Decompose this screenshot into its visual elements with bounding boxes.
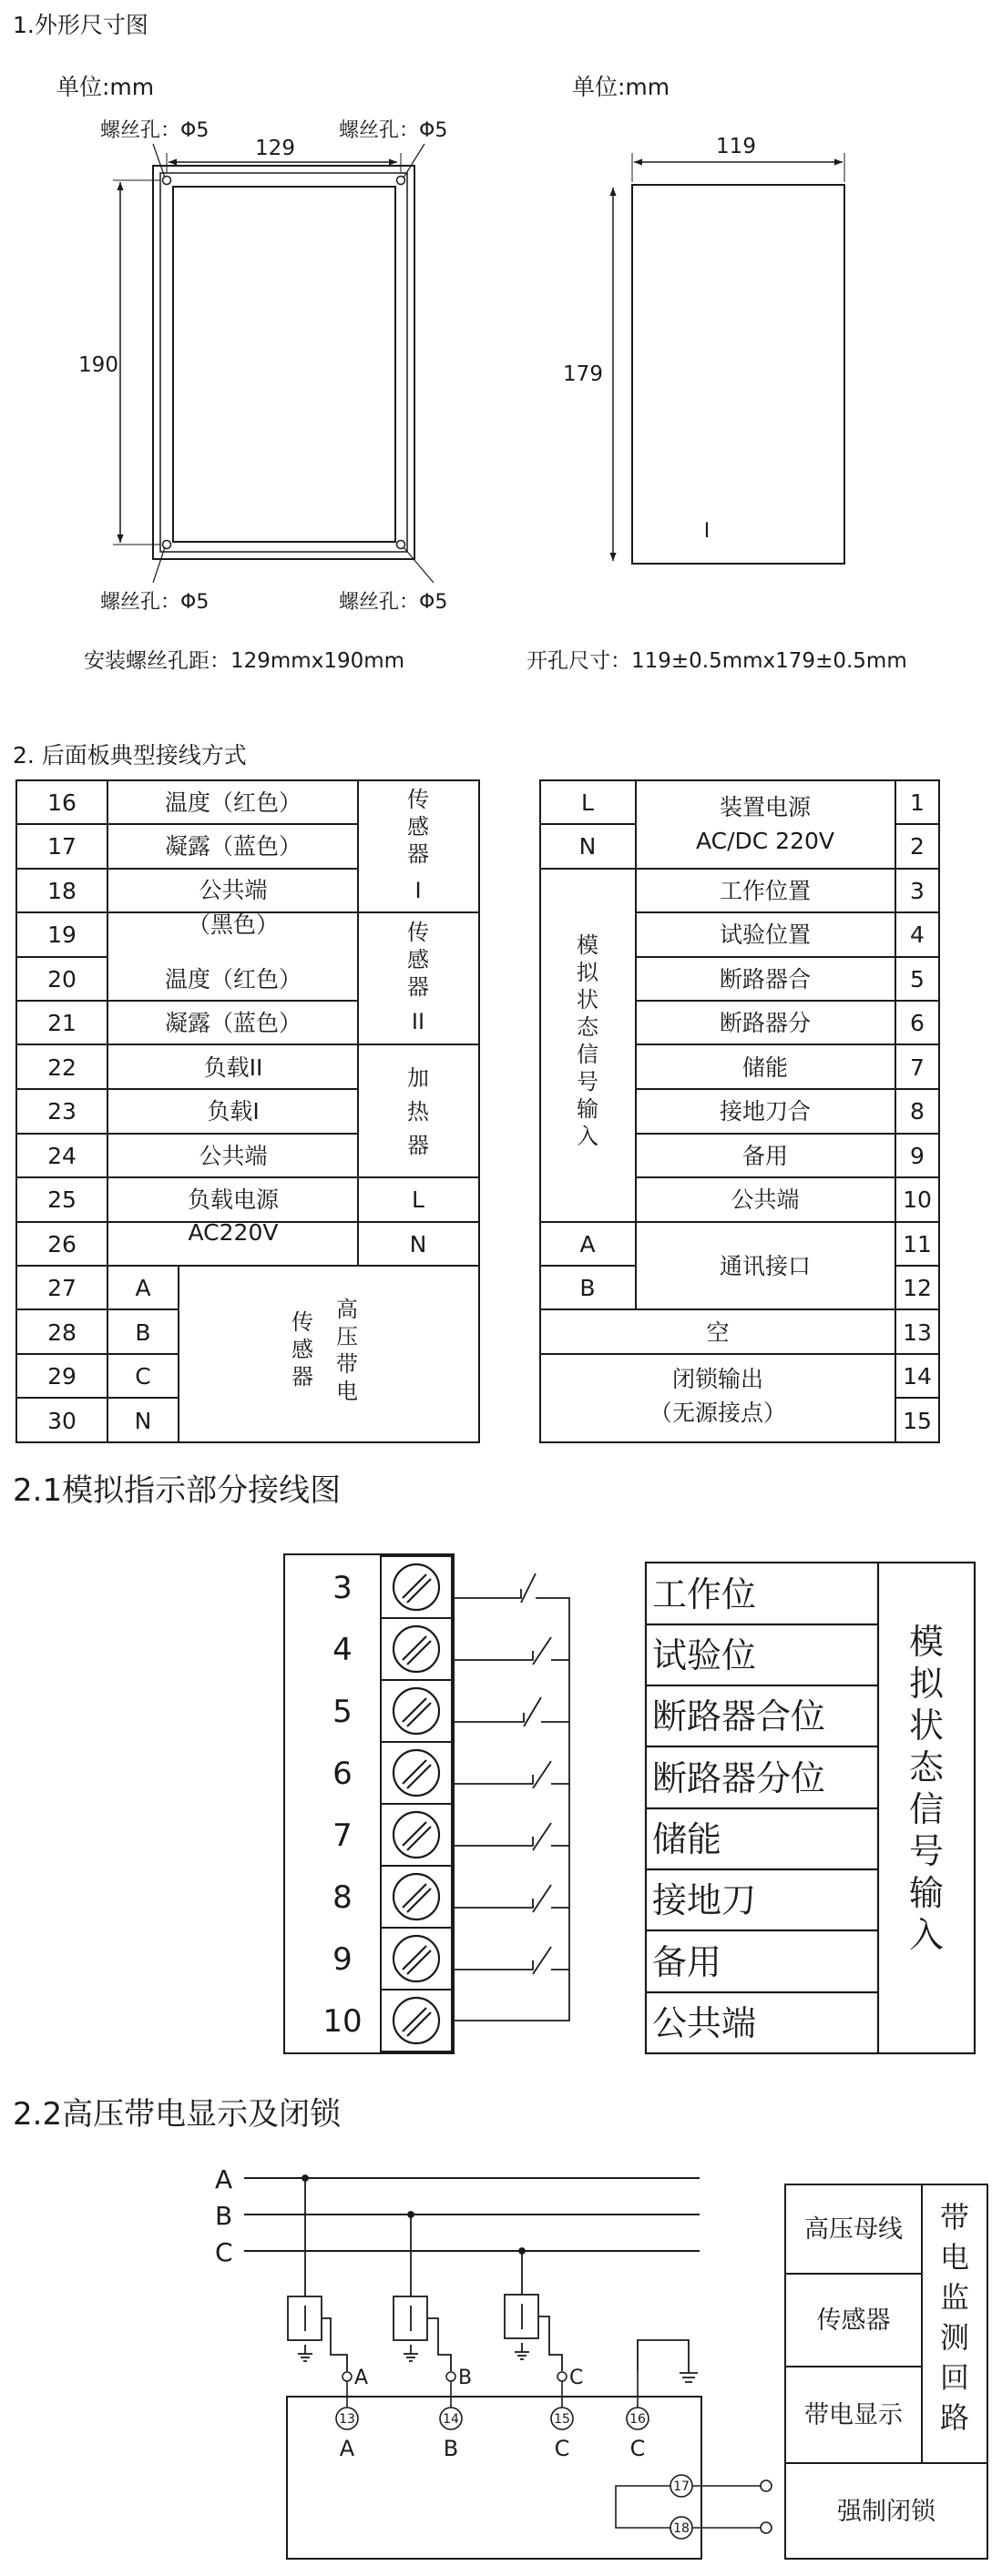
lock-terminal-number: 17 xyxy=(673,2479,690,2494)
signal-load-ii: 负载II xyxy=(203,1054,263,1081)
analog-wiring-heading: 2.1模拟指示部分接线图 xyxy=(13,1472,342,1509)
hv-live-char: 带 xyxy=(336,1351,358,1377)
bus-label: B xyxy=(215,2201,233,2231)
signal-phase-b: B xyxy=(135,1319,151,1346)
terminal-screw-icon xyxy=(394,1626,439,1672)
analog-wiring-section xyxy=(13,1472,975,2053)
analog-group-char: 态 xyxy=(908,1747,945,1787)
hv-live-char: 压 xyxy=(336,1324,358,1349)
analog-terminal-number: 8 xyxy=(332,1879,353,1916)
signal-load-power-voltage: AC220V xyxy=(188,1219,279,1246)
tap-label: C xyxy=(569,2367,584,2389)
analog-label: 公共端 xyxy=(652,2003,757,2043)
loop-char: 监 xyxy=(939,2280,970,2315)
right-terminal-number: 8 xyxy=(910,1098,925,1125)
left-terminal-number: 21 xyxy=(47,1010,77,1036)
loop-char: 带 xyxy=(939,2200,970,2235)
signal-comm-port: 通讯接口 xyxy=(719,1253,812,1279)
hv-sensor-char: 器 xyxy=(291,1364,313,1390)
hv-live-char: 高 xyxy=(336,1297,358,1322)
right-terminal-number: 13 xyxy=(903,1319,932,1346)
left-terminal-number: 27 xyxy=(47,1275,77,1301)
unit-right: 单位:mm xyxy=(572,74,670,100)
sensor-b xyxy=(394,2212,451,2371)
switch-spare xyxy=(452,1947,569,1974)
analog-char: 态 xyxy=(577,1014,598,1040)
loop-char: 测 xyxy=(939,2320,970,2355)
analog-label: 试验位 xyxy=(652,1635,757,1675)
analog-label: 接地刀 xyxy=(652,1880,757,1920)
analog-group-char: 拟 xyxy=(908,1664,945,1704)
mark-a: A xyxy=(579,1231,596,1257)
analog-char: 输 xyxy=(577,1096,598,1122)
group-sensor-i-char: 传 xyxy=(407,787,429,812)
terminal-screw-icon xyxy=(394,1688,439,1734)
signal-lock-output: 闭锁输出 xyxy=(671,1366,764,1392)
cutout-mark: I xyxy=(703,520,711,543)
sensor-c xyxy=(505,2248,562,2371)
group-sensor-i-char: 感 xyxy=(407,814,429,840)
switch-network xyxy=(452,1573,569,2021)
analog-label: 断路器合位 xyxy=(652,1696,826,1736)
bus-labels xyxy=(215,2164,233,2267)
signal-test-position: 试验位置 xyxy=(719,921,812,948)
right-terminal-number: 10 xyxy=(903,1186,932,1213)
hv-live-char: 电 xyxy=(336,1379,358,1404)
terminal-phase-label: C xyxy=(629,2436,646,2461)
tap-label: B xyxy=(458,2367,473,2389)
hv-terminal-number: 14 xyxy=(443,2412,459,2427)
mark-n: N xyxy=(578,833,597,860)
analog-char: 拟 xyxy=(577,960,598,985)
switch-breaker-open xyxy=(452,1761,569,1788)
group-heater-char: 热 xyxy=(407,1099,429,1125)
lock-terminal-number: 18 xyxy=(673,2521,690,2536)
analog-terminal-number: 3 xyxy=(332,1570,353,1606)
unit-left: 单位:mm xyxy=(56,74,155,100)
signal-temp-red-2: 温度（红色） xyxy=(164,966,302,993)
terminal-16-ground-wire xyxy=(638,2340,698,2382)
analog-char: 入 xyxy=(577,1124,598,1149)
sensors xyxy=(288,2175,698,2382)
mounting-outline-drawing xyxy=(78,119,447,673)
hv-terminal-number: 13 xyxy=(339,2412,355,2427)
analog-group-char: 入 xyxy=(908,1915,945,1955)
analog-label: 备用 xyxy=(652,1942,722,1982)
right-terminal-numbers xyxy=(903,789,932,1434)
switch-energy-storage xyxy=(452,1823,569,1850)
signal-spare: 备用 xyxy=(741,1143,789,1169)
left-terminal-number: 29 xyxy=(47,1363,77,1390)
rear-panel-section xyxy=(13,742,939,1442)
analog-terminal-number: 6 xyxy=(332,1756,353,1792)
signal-load-power: 负载电源 xyxy=(187,1186,280,1213)
right-terminal-number: 12 xyxy=(903,1275,932,1301)
signal-temp-red-1: 温度（红色） xyxy=(164,789,302,816)
analog-label: 断路器分位 xyxy=(652,1758,826,1798)
screw-label-bottom-right: 螺丝孔：Φ5 xyxy=(339,591,448,614)
tap-labels xyxy=(343,2367,583,2389)
analog-group-char: 号 xyxy=(908,1831,945,1871)
sensor-label: 传感器 xyxy=(816,2306,891,2335)
analog-terminal-number: 9 xyxy=(332,1941,353,1978)
left-terminal-number: 18 xyxy=(47,878,77,904)
terminal-screw-icon xyxy=(394,1750,439,1796)
signal-common-end-2: 公共端 xyxy=(199,1143,268,1169)
signal-breaker-close: 断路器合 xyxy=(719,966,812,993)
signal-empty: 空 xyxy=(706,1319,730,1346)
hv-sensor-char: 传 xyxy=(291,1309,313,1335)
signal-energy-storage: 储能 xyxy=(741,1054,789,1081)
screw-label-bottom-left: 螺丝孔：Φ5 xyxy=(100,591,210,614)
bus-lines xyxy=(244,2178,700,2251)
panel-inner-frame xyxy=(173,187,395,542)
mount-caption: 安装螺丝孔距：129mmx190mm xyxy=(84,649,405,673)
analog-group-char: 输 xyxy=(908,1873,945,1913)
right-terminal-number: 3 xyxy=(910,878,925,904)
signal-lock-output-type: （无源接点） xyxy=(649,1400,787,1426)
signal-device-power: 装置电源 xyxy=(719,794,812,820)
hv-table-labels xyxy=(804,2215,936,2526)
signal-load-i: 负载I xyxy=(207,1098,260,1125)
outline-section xyxy=(13,12,907,673)
group-sensor-ii-char: 器 xyxy=(407,974,429,1000)
group-l: L xyxy=(412,1186,424,1213)
signal-phase-n: N xyxy=(134,1408,152,1434)
loop-char: 电 xyxy=(939,2240,970,2275)
left-terminal-numbers xyxy=(47,789,77,1434)
terminal-phase-labels xyxy=(340,2436,646,2461)
mark-b: B xyxy=(579,1275,596,1301)
group-sensor-i-char: I xyxy=(414,878,422,903)
right-terminal-number: 4 xyxy=(910,921,925,948)
analog-char: 号 xyxy=(577,1069,598,1095)
right-terminal-number: 11 xyxy=(903,1231,932,1257)
terminal-phase-label: A xyxy=(339,2436,355,2461)
screw-hole-top-left xyxy=(163,177,171,185)
terminal-screw-icon xyxy=(394,1998,439,2043)
leader-bottom-right xyxy=(404,547,434,583)
forced-lock-label: 强制闭锁 xyxy=(837,2498,936,2526)
left-terminal-number: 16 xyxy=(47,789,77,816)
switch-earth-knife xyxy=(452,1885,569,1912)
group-sensor-ii-char: 感 xyxy=(407,947,429,972)
left-terminal-number: 26 xyxy=(47,1231,77,1257)
screw-label-top-left: 螺丝孔：Φ5 xyxy=(100,119,210,142)
terminal-screw-icon xyxy=(394,1936,439,1981)
left-terminal-number: 22 xyxy=(47,1054,77,1081)
terminal-screw-icon xyxy=(394,1812,439,1858)
signal-phase-c: C xyxy=(135,1363,151,1390)
right-terminal-number: 2 xyxy=(910,833,925,860)
sensor-a xyxy=(288,2175,347,2371)
left-terminal-number: 17 xyxy=(47,833,77,860)
signal-phase-a: A xyxy=(135,1275,151,1301)
terminal-phase-label: C xyxy=(554,2436,570,2461)
loop-char: 回 xyxy=(939,2360,970,2395)
group-n: N xyxy=(409,1231,427,1257)
right-terminal-number: 9 xyxy=(910,1143,925,1169)
hv-bus-label: 高压母线 xyxy=(804,2215,903,2244)
analog-group-char: 信 xyxy=(908,1789,945,1829)
analog-group-label xyxy=(577,932,599,1149)
left-terminal-number: 24 xyxy=(47,1143,77,1169)
signal-earth-knife-close: 接地刀合 xyxy=(719,1098,812,1125)
hv-display-section xyxy=(13,2096,987,2559)
analog-char: 模 xyxy=(577,932,598,958)
terminal-strip-dividers xyxy=(381,1618,452,1990)
analog-group-char: 状 xyxy=(908,1705,945,1746)
right-terminal-number: 6 xyxy=(910,1010,925,1036)
right-terminal-number: 15 xyxy=(903,1408,932,1434)
width-outer-value: 129 xyxy=(255,137,295,160)
signal-device-power-voltage: AC/DC 220V xyxy=(695,828,835,854)
left-terminal-number: 23 xyxy=(47,1098,77,1125)
leader-top-left xyxy=(153,144,165,178)
terminal-screw-icon xyxy=(394,1564,439,1610)
tap-label: A xyxy=(354,2367,369,2389)
switch-test-position xyxy=(452,1637,569,1665)
height-outer-value: 190 xyxy=(78,353,118,377)
left-terminal-number: 19 xyxy=(47,921,77,948)
panel-mid-frame xyxy=(160,173,407,552)
loop-chars xyxy=(940,2200,969,2435)
right-terminal-number: 14 xyxy=(903,1363,932,1390)
signal-breaker-open: 断路器分 xyxy=(719,1010,812,1036)
bus-label: A xyxy=(215,2164,233,2194)
cutout-drawing xyxy=(527,135,907,673)
left-terminal-number: 20 xyxy=(47,966,77,993)
terminal-numbers-hv xyxy=(339,2412,690,2536)
left-terminal-number: 28 xyxy=(47,1319,77,1346)
analog-label: 工作位 xyxy=(652,1574,757,1614)
terminal-phase-label: B xyxy=(443,2436,459,2461)
left-signal-names xyxy=(135,789,302,1434)
live-display-label: 带电显示 xyxy=(804,2401,903,2429)
signal-common-end: 公共端 xyxy=(731,1186,800,1213)
group-sensor-ii-char: 传 xyxy=(407,920,429,945)
signal-work-position: 工作位置 xyxy=(719,878,812,904)
analog-terminal-number: 10 xyxy=(322,2003,363,2040)
switch-work-position xyxy=(452,1573,569,2021)
signal-common-end: 公共端 xyxy=(199,877,268,903)
analog-char: 信 xyxy=(577,1042,598,1067)
analog-terminal-number: 4 xyxy=(332,1632,353,1668)
leader-bottom-left xyxy=(153,547,165,583)
group-sensor-i-char: 器 xyxy=(407,841,429,867)
cutout-width-value: 119 xyxy=(716,135,756,158)
right-terminal-number: 5 xyxy=(910,966,925,993)
hv-sensor-char: 感 xyxy=(291,1337,313,1362)
signal-dew-blue-2: 凝露（蓝色） xyxy=(164,1010,302,1036)
screw-hole-bottom-left xyxy=(163,541,171,549)
analog-terminal-numbers xyxy=(322,1570,362,2040)
screw-label-top-right: 螺丝孔：Φ5 xyxy=(339,119,448,142)
cutout-caption: 开孔尺寸：119±0.5mmx179±0.5mm xyxy=(527,649,907,673)
loop-char: 路 xyxy=(939,2400,970,2435)
right-signal-names xyxy=(649,794,834,1426)
analog-char: 状 xyxy=(577,987,598,1013)
analog-terminal-number: 7 xyxy=(332,1817,353,1854)
left-group-labels xyxy=(291,787,430,1404)
hv-terminal-number: 15 xyxy=(554,2412,570,2427)
right-terminal-number: 1 xyxy=(910,789,925,816)
cutout-height-value: 179 xyxy=(563,362,603,386)
left-terminal-number: 30 xyxy=(47,1408,77,1434)
hv-display-heading: 2.2高压带电显示及闭锁 xyxy=(13,2096,342,2133)
analog-label: 储能 xyxy=(652,1819,722,1859)
rear-panel-heading: 2. 后面板典型接线方式 xyxy=(13,742,247,769)
cutout-frame xyxy=(632,185,844,564)
group-heater-char: 加 xyxy=(407,1065,429,1091)
group-sensor-ii-char: II xyxy=(411,1009,425,1034)
switch-breaker-close xyxy=(452,1697,569,1726)
hv-terminal-number: 16 xyxy=(629,2412,646,2427)
panel-outer-frame xyxy=(153,166,414,559)
signal-black: （黑色） xyxy=(187,911,280,938)
terminal-screw-icon xyxy=(394,1874,439,1919)
bus-label: C xyxy=(215,2237,233,2267)
left-terminal-number: 25 xyxy=(47,1186,77,1213)
analog-group-chars xyxy=(909,1622,945,1955)
outline-heading: 1.外形尺寸图 xyxy=(13,12,148,38)
analog-terminal-number: 5 xyxy=(332,1694,353,1730)
analog-group-char: 模 xyxy=(908,1622,945,1662)
right-terminal-number: 7 xyxy=(910,1054,925,1081)
group-heater-char: 器 xyxy=(407,1133,429,1158)
signal-dew-blue-1: 凝露（蓝色） xyxy=(164,833,302,860)
mark-l: L xyxy=(581,789,594,816)
